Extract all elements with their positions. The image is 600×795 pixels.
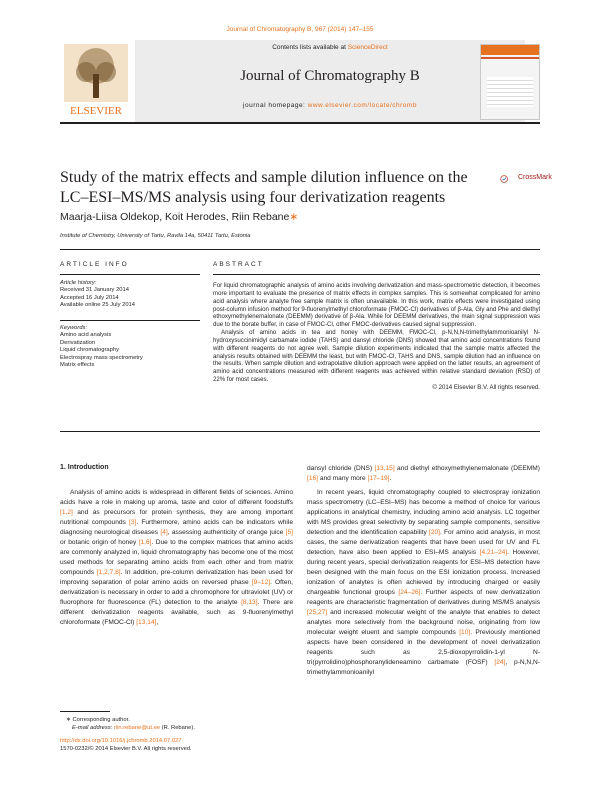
author-list: Maarja-Liisa Oldekop, Koit Herodes, Riin Rebane∗ (60, 211, 299, 223)
citation-ref-link[interactable]: [3] (129, 519, 137, 526)
abstract-body (213, 282, 540, 392)
journal-cover-thumbnail (480, 44, 540, 120)
divider-abstract (213, 274, 540, 275)
citation-ref-link[interactable]: [17–19] (367, 475, 390, 482)
sciencedirect-link[interactable]: ScienceDirect (347, 44, 388, 51)
divider-top (60, 249, 540, 250)
citation-ref-link[interactable]: [1,2,7,8] (96, 569, 121, 576)
citation-ref-link[interactable]: [4] (160, 529, 168, 536)
citation-ref-link[interactable]: [4,21–24] (479, 549, 508, 556)
homepage-link[interactable]: www.elsevier.com/locate/chromb (307, 102, 417, 109)
journal-homepage: journal homepage: www.elsevier.com/locate/chromb (243, 102, 417, 109)
keyword: Liquid chromatography (60, 347, 119, 354)
body-text: and as precursors for protein synthesis, they are among important nutritional compounds (60, 509, 293, 526)
abstract-heading: ABSTRACT (213, 261, 264, 268)
paper-title: Study of the matrix effects and sample dilution influence on the LC–ESI–MS/MS analysis using four derivatization reagents (60, 169, 468, 206)
article-info-heading: ARTICLE INFO (60, 261, 129, 268)
abstract-paragraph-2: Analysis of amino acids in tea and honey with DEEMM, FMOC-Cl, p-N,N,N-trimethylammonioanilyl N-hydroxysuccinimidyl carbamate iodide (TAHS) and dansyl chloride (DNS) showed that amino acid concentrations found with different reagents do not agree well. Sample dilution experiments indicated that the sample matrix affected the analysis results obtained with DEEMM the least, but with FMOC-Cl, TAHS and DNS, sample dilution had an influence on the results. When sample dilution and extrapolative dilution approach were applied on the latter results, an agreement of amino acid concentrations measured with different reagents was achieved within relative standard deviation (RSD) of 22% for most cases. (213, 329, 540, 384)
divider-abstract-bottom (60, 431, 540, 432)
doi-link[interactable]: http://dx.doi.org/10.1016/j.jchromb.2014.07.027 (60, 738, 182, 744)
body-text: or botanic origin of honey (60, 539, 139, 546)
citation-ref-link[interactable]: [8,13] (241, 599, 258, 606)
abstract-paragraph-1: For liquid chromatographic analysis of amino acids involving derivatization and mass-spectrometric detection, it becomes more important to evaluate the presence of matrix effects in complex samples. This is somewhat complicated for amino acid analysis where analyte free sample matrix is often unavailable. In this work, matrix effects were investigated using post-column infusion method for 9-fluorenylmethyl chloroformate (FMOC-Cl) derivatives of β-Ala, Gly and Phe and diethyl ethoxymethylenemalonate (DEEMM) derivative of β-Ala. While for DEEMM derivatives, the main signal suppression was due to the borate buffer, in case of FMOC-Cl, other FMOC-derivatives caused signal suppression. (213, 282, 540, 329)
citation-ref-link[interactable]: [16] (307, 475, 318, 482)
issn-line: 1570-0232/© 2014 Elsevier B.V. All rights reserved. (60, 746, 192, 752)
online-date: Available online 25 July 2014 (60, 302, 135, 309)
keyword: Derivatization (60, 339, 96, 346)
article-history (60, 280, 200, 310)
body-text: . Further aspects of new derivatization reagents are characteristic fragmentation of derivatives during MS/MS analysis (307, 589, 541, 606)
body-text: . Due to the complex matrices that amino acids are commonly analyzed in, liquid chromatography has become one of the most used methods for separating amino acids from each other and from matrix compounds (60, 539, 293, 576)
citation-ref-link[interactable]: [13,15] (374, 465, 395, 472)
cover-stripe (481, 57, 539, 59)
cover-text-lines (487, 77, 533, 107)
elsevier-wordmark: ELSEVIER (70, 105, 122, 117)
affiliation: Institute of Chemistry, University of Tartu, Ravila 14a, 50411 Tartu, Estonia (60, 233, 251, 239)
body-text: . For amino acid analysis, in most cases, the same derivatization reagents that have been used for UV and FL detection, have also been applied to ESI–MS analysis (307, 529, 540, 556)
body-text: . Previously mentioned aspects have been considered in the development of novel derivatization reagents such as 2,5-dioxopyrrolidin-1-yl N-tri(pyrrolidino)phosphoranylideneamino carbamate (FOSF) (307, 629, 540, 666)
citation-ref-link[interactable]: [1,6] (138, 539, 152, 546)
body-text: , (156, 619, 159, 626)
body-text: Analysis of amino acids is widespread in different fields of sciences. Amino acids have a role in making up aroma, taste and color of different foodstuffs (60, 489, 293, 506)
body-text: and many more (318, 475, 368, 482)
citation-ref-link[interactable]: [9–12] (251, 579, 271, 586)
citation-ref-link[interactable]: [1,2] (60, 509, 73, 516)
divider-keywords (60, 320, 200, 321)
body-text: and diethyl ethoxymethylenemalonate (DEEMM) (394, 465, 540, 472)
citation-ref-link[interactable]: [25,27] (307, 609, 328, 616)
citation-ref-link[interactable]: [20] (429, 529, 441, 536)
keyword: Matrix effects (60, 362, 95, 369)
intro-right-column (307, 464, 540, 678)
elsevier-tree-logo (60, 42, 132, 120)
body-text: In recent years, liquid chromatography coupled to electrospray ionization mass spectrometry (LC–ESI–MS) has become a method of choice for various applications in analytical chemistry, including amino acid analysis. LC together with MS provides great selectivity by separating sample components, sensitive detection and the identification capability (307, 489, 540, 536)
section-heading-introduction: 1. Introduction (60, 464, 109, 471)
body-text: . Often, derivatization is necessary in order to add a chromophore for ultraviolet (UV) or fluorophore for fluorescence (FL) detection to the analyte (60, 579, 293, 606)
keyword: Amino acid analysis (60, 332, 112, 339)
received-date: Received 31 January 2014 (60, 287, 129, 294)
body-text: . However, during recent years, special derivatization reagents for ESI–MS detection have been designed with the main focus on the ESI ionization process. Increased ionization of analytes is often achieved by introducing charged or easily chargeable functional groups (307, 549, 540, 596)
email-line: E-mail address: riin.rebane@ut.ee (R. Rebane). (72, 725, 195, 731)
abstract-copyright: © 2014 Elsevier B.V. All rights reserved. (432, 383, 540, 391)
body-text: . (389, 475, 392, 482)
email-link[interactable]: riin.rebane@ut.ee (113, 725, 161, 731)
contents-line: Contents lists available at ScienceDirect (272, 44, 388, 51)
footnote (60, 716, 293, 753)
citation-ref-link[interactable]: [5] (285, 529, 293, 536)
history-label: Article history: (60, 280, 97, 286)
divider-article-info (60, 274, 200, 275)
keyword: Electrospray mass spectrometry (60, 354, 143, 361)
body-text: . There are different derivatization reagents available, such as 9-fluorenylmethyl chloroformate (FMOC-Cl) (60, 599, 293, 626)
journal-banner (60, 40, 540, 124)
journal-citation[interactable]: Journal of Chromatography B, 967 (2014) 147–155 (226, 26, 374, 33)
crossmark-icon[interactable] (500, 170, 518, 188)
keywords-label: Keywords: (60, 325, 88, 331)
citation-ref-link[interactable]: [24–26] (398, 589, 421, 596)
corresponding-author-note: ∗ Corresponding author. (66, 717, 130, 723)
intro-paragraph-3 (307, 488, 540, 678)
intro-paragraph-2 (307, 464, 540, 484)
journal-title: Journal of Chromatography B (240, 68, 420, 84)
intro-left-column (60, 488, 293, 628)
body-text: , assessing authenticity of orange juice (167, 529, 286, 536)
citation-ref-link[interactable]: [13,14] (136, 619, 157, 626)
citation-ref-link[interactable]: [24] (494, 659, 506, 666)
accepted-date: Accepted 16 July 2014 (60, 294, 119, 301)
intro-paragraph-1 (60, 488, 293, 628)
cover-header-band (481, 45, 539, 55)
body-text: . Furthermore, amino acids can be indicators while diagnosing neurological diseases (60, 519, 294, 536)
crossmark-label[interactable]: CrossMark (518, 174, 552, 181)
footnote-divider (60, 711, 110, 712)
corresponding-author-mark[interactable]: ∗ (289, 211, 299, 223)
body-text: , p-N,N,N-trimethylammonioanilyl (307, 659, 540, 676)
body-text: dansyl chloride (DNS) (307, 465, 375, 472)
keywords (60, 325, 200, 369)
banner-center (135, 40, 525, 122)
body-text: and increased molecular weight of the analyte that enables to detect analytes more selectively from the background noise, originating from low molecular weight eluent and sample compounds (307, 609, 540, 636)
citation-ref-link[interactable]: [10] (459, 629, 471, 636)
body-text: . In addition, pre-column derivatization has been used for improving separation of polar amino acids on reversed phase (60, 569, 294, 586)
